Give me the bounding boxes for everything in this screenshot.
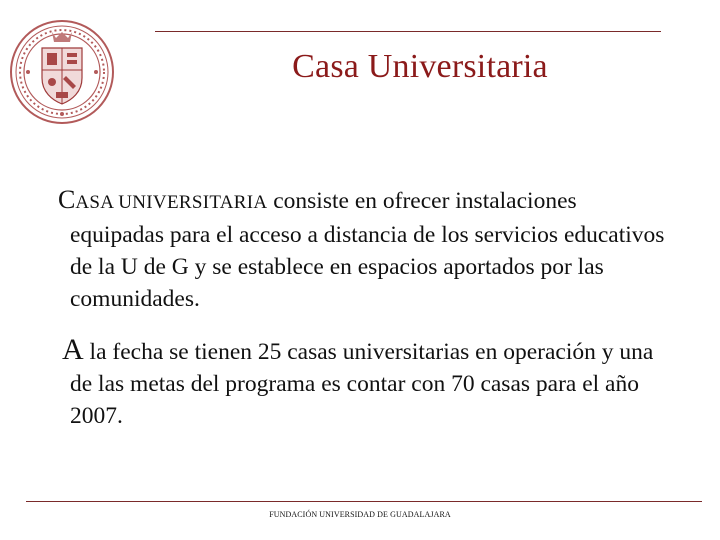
page-title: Casa Universitaria	[292, 48, 548, 85]
drop-cap-c: C	[58, 185, 76, 214]
header-rule	[155, 31, 661, 32]
drop-cap-a: A	[62, 333, 84, 366]
footer-rule	[26, 501, 702, 502]
university-seal-icon	[8, 18, 116, 126]
paragraph-casa-universitaria	[58, 184, 670, 315]
paragraph-casas-count	[62, 333, 670, 432]
paragraph-1-text: consiste en ofrecer instalaciones equipadas para el acceso a distancia de los servicios educativos de la U de G y se establece en espacios aportados por las comunidades.	[70, 188, 665, 312]
small-caps-heading: ASA UNIVERSITARIA	[75, 192, 268, 213]
footer-text: FUNDACIÓN UNIVERSIDAD DE GUADALAJARA	[269, 510, 451, 519]
paragraph-2-text: la fecha se tienen 25 casas universitarias en operación y una de las metas del programa es contar con 70 casas para el año 2007.	[70, 339, 654, 429]
